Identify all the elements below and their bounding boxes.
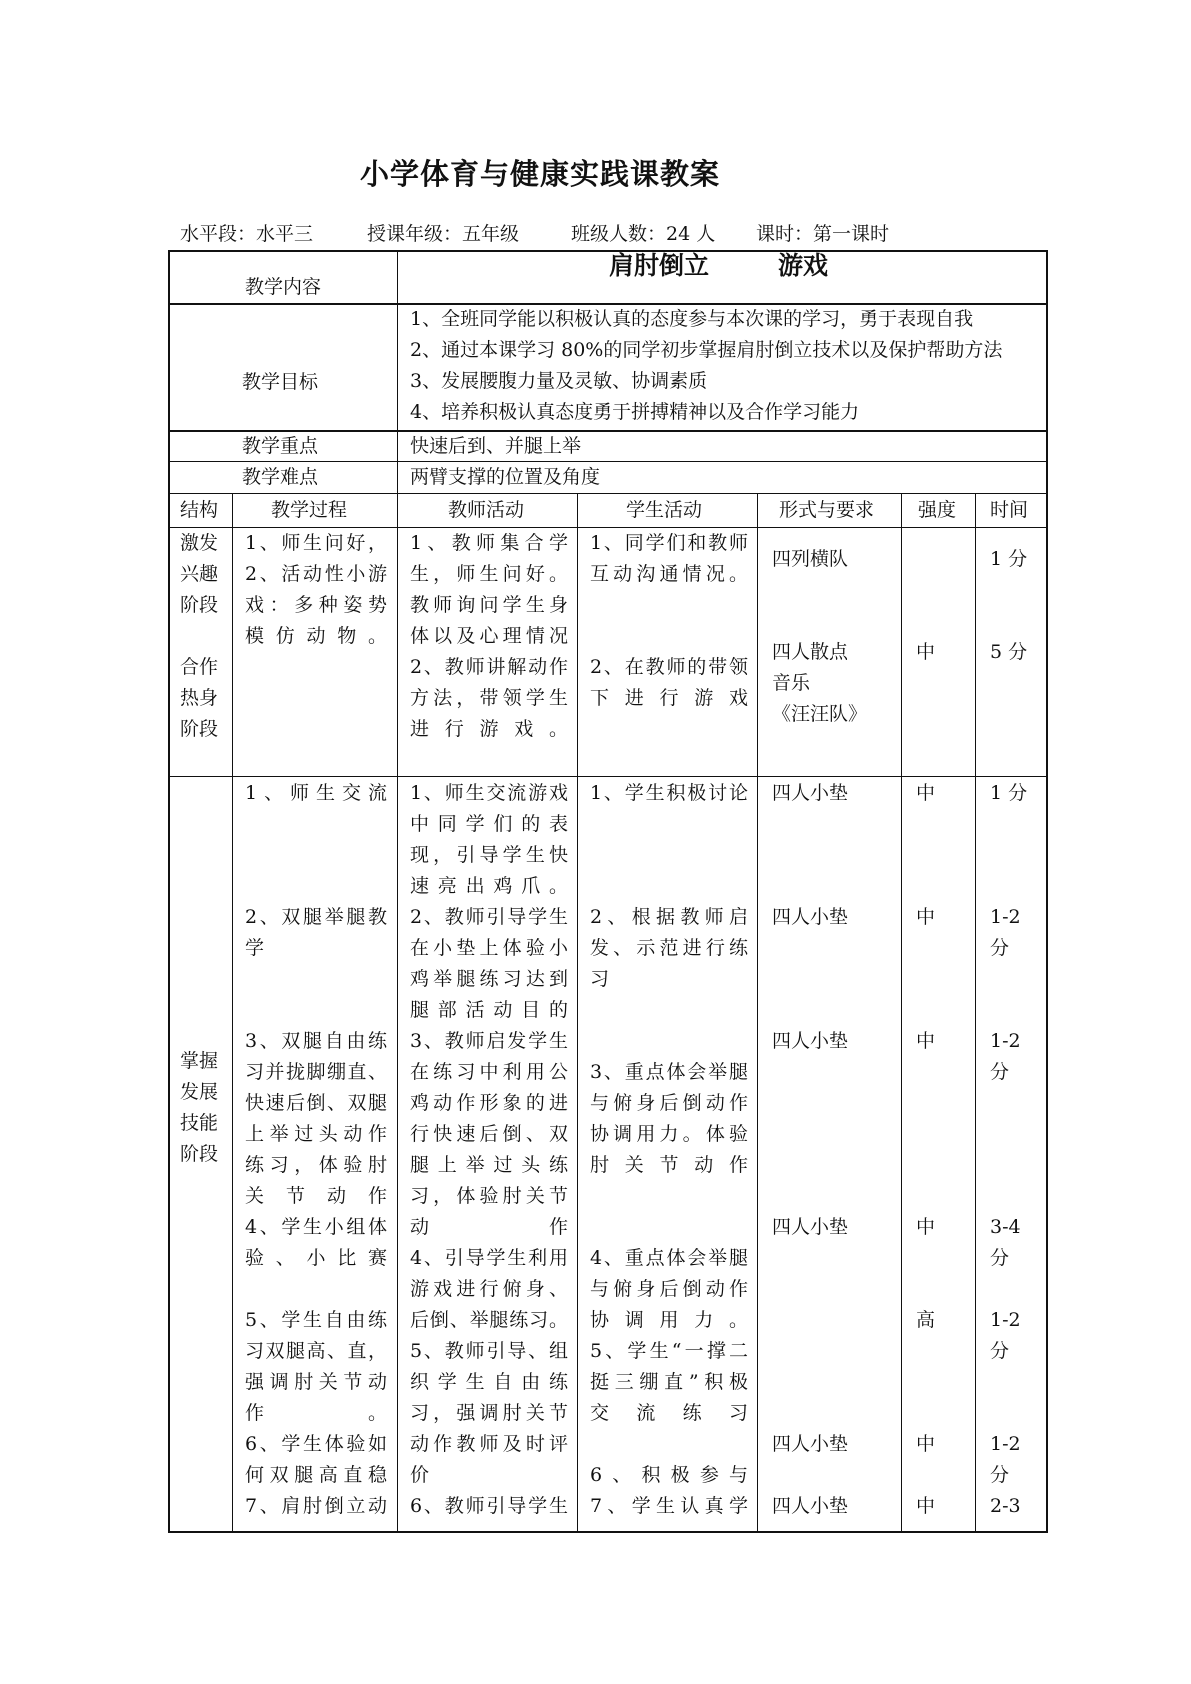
section2-form: 四人小垫 [772,1433,849,1455]
section2-student-activity: 1、学生积极讨论 2、根据教师启 发、示范进行练 习 3、重点体会举腿 与俯身后倒动作 协调用力。体验 肘关节动作 4、重点体会举腿 与俯身后倒动作 协调用力。 5、学生“一撑二 挺三绷直”积极 交流练习 6、积极参与 7、学生认真学 [590,782,748,1517]
section2-time: 分 [990,1247,1010,1269]
key-points-value: 快速后到、并腿上举 [410,435,582,457]
section1-form: 《汪汪队》 [772,703,868,725]
section1-intensity: 中 [916,641,936,663]
section1-time: 1 分 [990,548,1028,570]
column-header: 结构 [180,499,219,521]
section1-process: 1、师生问好， 2、活动性小游 戏：多种姿势 模仿动物。 [245,532,387,647]
content-topic-main: 肩肘倒立 [609,251,710,280]
key-points-label: 教学重点 [242,435,319,457]
info-period: 课时：第一课时 [756,223,890,245]
section2-time: 1-2 [990,1433,1021,1455]
section2-intensity: 中 [916,1216,936,1238]
section2-time: 分 [990,1061,1010,1083]
section2-time: 分 [990,937,1010,959]
column-header: 教师活动 [448,499,525,521]
goal-item: 1、全班同学能以积极认真的态度参与本次课的学习，勇于表现自我 [410,308,974,330]
section1-structure: 激发 兴趣 阶段 合作 热身 阶段 [180,532,219,740]
difficulty-value: 两臂支撑的位置及角度 [410,466,601,488]
content-label: 教学内容 [245,276,322,298]
section1-teacher-activity: 1、教师集合学 生，师生问好。 教师询问学生身 体以及心理情况 2、教师讲解动作 方法，带领学生 进行游戏。 [410,532,568,740]
section2-form: 四人小垫 [772,1030,849,1052]
difficulty-label: 教学难点 [242,466,319,488]
section2-time: 1-2 [990,1030,1021,1052]
info-level: 水平段：水平三 [180,223,314,245]
goal-item: 3、发展腰腹力量及灵敏、协调素质 [410,370,708,392]
section1-form: 四人散点 [772,641,849,663]
goals-label: 教学目标 [242,371,319,393]
section2-intensity: 中 [916,1030,936,1052]
section2-time: 1 分 [990,782,1028,804]
section2-form: 四人小垫 [772,1216,849,1238]
column-header: 时间 [990,499,1029,521]
section2-intensity: 高 [916,1309,936,1331]
section2-time: 分 [990,1340,1010,1362]
goal-item: 2、通过本课学习 80%的同学初步掌握肩肘倒立技术以及保护帮助方法 [410,339,1003,361]
section2-form: 四人小垫 [772,1495,849,1517]
section2-form: 四人小垫 [772,782,849,804]
section1-time: 5 分 [990,641,1028,663]
section1-form: 音乐 [772,672,811,694]
section2-intensity: 中 [916,906,936,928]
section2-teacher-activity: 1、师生交流游戏 中同学们的表 现，引导学生快 速亮出鸡爪。 2、教师引导学生 在小垫上体验小 鸡举腿练习达到 腿部活动目的 3、教师启发学生 在练习中利用公 鸡动作形象的进 行快速后倒、双 腿上举过头练 习，体验肘关节 动作 4、引导学生利用 游戏进行俯身、 后倒、举腿练习。 5、教师引导、组 织学生自由练 习，强调肘关节 动作教师及时评 价 6、教师引导学生 [410,782,568,1517]
column-header: 形式与要求 [779,499,875,521]
column-header: 强度 [918,499,957,521]
section2-time: 1-2 [990,1309,1021,1331]
section2-form: 四人小垫 [772,906,849,928]
document-title: 小学体育与健康实践课教案 [360,157,721,191]
section2-time: 2-3 [990,1495,1021,1517]
section2-process: 1、师生交流 2、双腿举腿教 学 3、双腿自由练 习并拢脚绷直、 快速后倒、双腿 上举过头动作 练习，体验肘 关节动作 4、学生小组体 验、小比赛 5、学生自由练 习双腿高、直， 强调肘关节动 作。 6、学生体验如 何双腿高直稳 7、肩肘倒立动 [245,782,387,1517]
info-grade: 授课年级：五年级 [367,223,520,245]
goal-item: 4、培养积极认真态度勇于拼搏精神以及合作学习能力 [410,401,860,423]
section2-structure: 掌握 发展 技能 阶段 [180,1050,219,1165]
section2-intensity: 中 [916,1495,936,1517]
section2-time: 3-4 [990,1216,1021,1238]
section2-intensity: 中 [916,782,936,804]
column-header: 学生活动 [626,499,703,521]
section1-student-activity: 1、同学们和教师 互动沟通情况。 2、在教师的带领 下进行游戏 [590,532,748,709]
info-class-size: 班级人数：24 人 [571,223,716,245]
section1-form: 四列横队 [772,548,849,570]
content-topic-game: 游戏 [778,251,829,280]
section2-time: 分 [990,1464,1010,1486]
section2-intensity: 中 [916,1433,936,1455]
column-header: 教学过程 [271,499,348,521]
section2-time: 1-2 [990,906,1021,928]
